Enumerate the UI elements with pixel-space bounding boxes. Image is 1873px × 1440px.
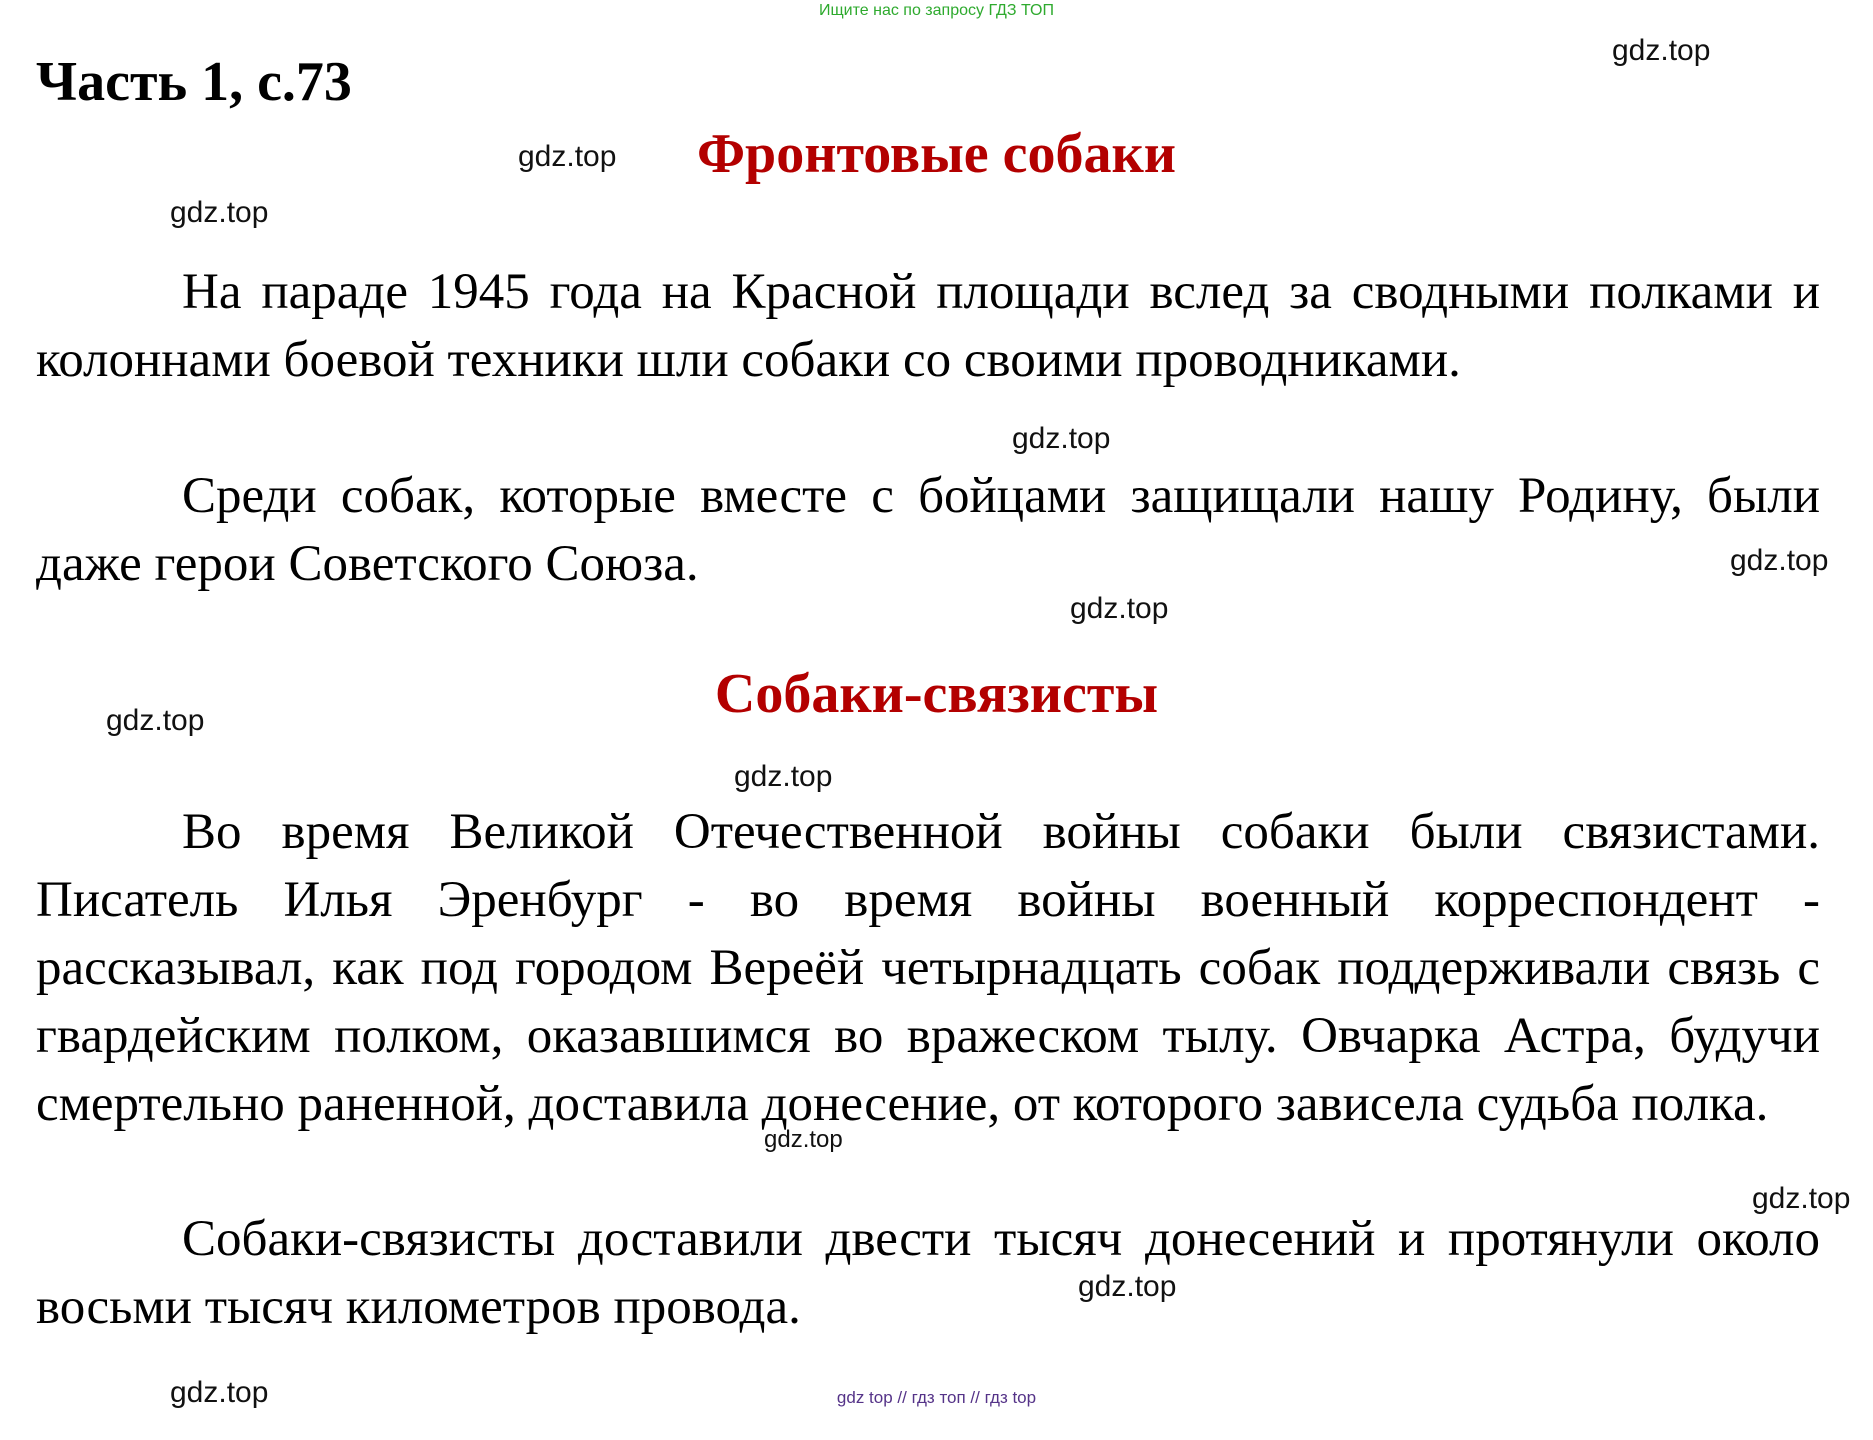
watermark: gdz.top	[1730, 544, 1829, 577]
paragraph-heroes: Среди собак, которые вместе с бойцами защищали нашу Родину, были даже герои Советского Союза.	[36, 468, 1820, 592]
watermark: gdz.top	[1752, 1182, 1851, 1215]
watermark: gdz.top	[1070, 592, 1169, 625]
watermark: gdz.top	[1078, 1270, 1177, 1303]
paragraph-reports: Собаки-связисты доставили двести тысяч донесений и протянули около восьми тысяч километров провода.	[36, 1211, 1820, 1335]
watermark: gdz.top	[764, 1126, 843, 1153]
top-banner[interactable]: Ищите нас по запросу ГДЗ ТОП	[819, 2, 1054, 19]
watermark: gdz.top	[1012, 422, 1111, 455]
watermark: gdz.top	[170, 1376, 269, 1409]
watermark: gdz.top	[170, 196, 269, 229]
page-title: Часть 1, с.73	[36, 51, 352, 113]
watermark: gdz.top	[518, 140, 617, 173]
paragraph-parade: На параде 1945 года на Красной площади вслед за сводными полками и колоннами боевой техники шли собаки со своими проводниками.	[36, 264, 1820, 388]
section-title-front-dogs: Фронтовые собаки	[696, 123, 1177, 185]
watermark: gdz.top	[106, 704, 205, 737]
bottom-banner[interactable]: gdz top // гдз топ // гдз top	[836, 1388, 1037, 1407]
section-title-signal-dogs: Собаки-связисты	[714, 663, 1159, 725]
watermark: gdz.top	[1612, 34, 1711, 67]
paragraph-signal-dogs: Во время Великой Отечественной войны собаки были связистами. Писатель Илья Эренбург - во время войны военный корреспондент - рассказывал, как под городом Вереёй четырнадцать собак поддерживали связь с гвардейским полком, оказавшимся во вражеском тылу. Овчарка Астра, будучи смертельно раненной, доставила донесение, от которого зависела судьба полка.	[36, 804, 1820, 1132]
watermark: gdz.top	[734, 760, 833, 793]
